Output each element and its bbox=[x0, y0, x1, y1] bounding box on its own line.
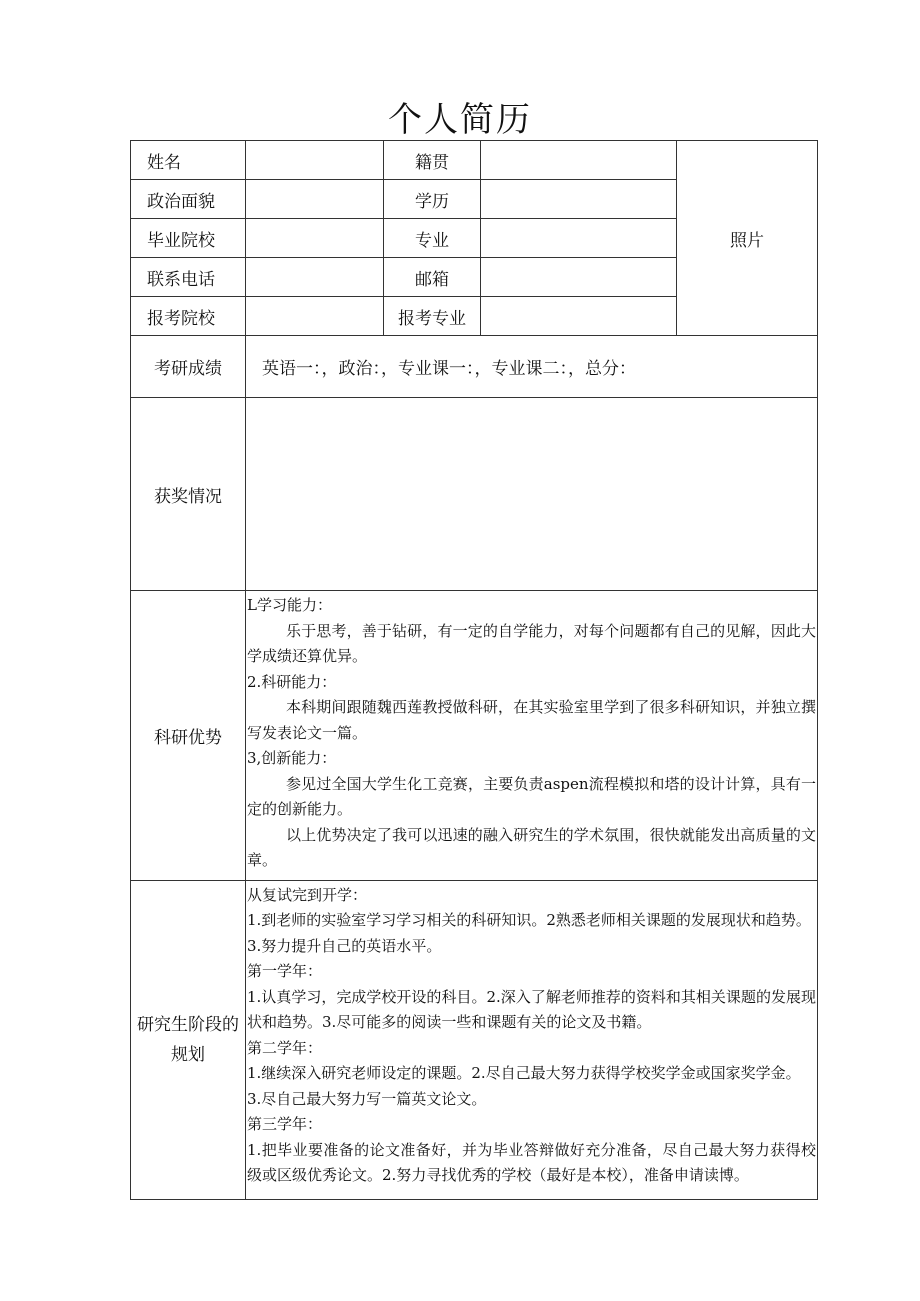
plan-item-2a: 1.继续深入研究老师设定的课题。2.尽自己最大努力获得学校奖学金或国家奖学金。 bbox=[247, 1064, 801, 1082]
awards-value[interactable] bbox=[246, 398, 818, 591]
target-school-value[interactable] bbox=[246, 297, 384, 336]
photo-box[interactable] bbox=[677, 141, 818, 336]
name-label: 姓名 bbox=[131, 141, 246, 180]
awards-label: 获奖情况 bbox=[131, 398, 246, 591]
phone-label: 联系电话 bbox=[131, 258, 246, 297]
research-text-1: 乐于思考，善于钻研，有一定的自学能力，对每个问题都有自己的见解，因此大学成绩还算优异。 bbox=[247, 621, 816, 665]
resume-table bbox=[130, 140, 818, 1200]
plan-content bbox=[246, 880, 818, 1199]
email-label: 邮箱 bbox=[384, 258, 481, 297]
graduated-school-label: 毕业院校 bbox=[131, 219, 246, 258]
target-major-label: 报考专业 bbox=[384, 297, 481, 336]
scores-value[interactable]: 英语一：，政治：，专业课一：，专业课二：，总分： bbox=[246, 336, 818, 398]
research-content bbox=[246, 591, 818, 881]
plan-item-0a: 1.到老师的实验室学习学习相关的科研知识。2熟悉老师相关课题的发展现状和趋势。 bbox=[247, 911, 811, 929]
plan-item-2b: 3.尽自己最大努力写一篇英文论文。 bbox=[247, 1089, 487, 1108]
research-text-2: 本科期间跟随魏西莲教授做科研，在其实验室里学到了很多科研知识，并独立撰写发表论文一篇。 bbox=[247, 698, 816, 742]
research-label: 科研优势 bbox=[131, 591, 246, 881]
row-awards bbox=[131, 398, 818, 591]
research-heading-1: L学习能力： bbox=[247, 596, 332, 614]
row-research bbox=[131, 591, 818, 881]
plan-item-0b: 3.努力提升自己的英语水平。 bbox=[247, 936, 442, 955]
plan-heading-3: 第三学年： bbox=[247, 1115, 323, 1133]
graduated-school-value[interactable] bbox=[246, 219, 384, 258]
major-value[interactable] bbox=[481, 219, 677, 258]
plan-heading-2: 第二学年： bbox=[247, 1038, 323, 1057]
name-value[interactable] bbox=[246, 141, 384, 180]
education-value[interactable] bbox=[481, 180, 677, 219]
plan-label-line2: 规划 bbox=[171, 1044, 205, 1065]
photo-label: 照片 bbox=[730, 230, 764, 251]
plan-label bbox=[131, 880, 246, 1199]
plan-heading-1: 第一学年： bbox=[247, 962, 323, 980]
page-title: 个人简历 bbox=[388, 100, 532, 140]
major-label: 专业 bbox=[384, 219, 481, 258]
plan-label-line1: 研究生阶段的 bbox=[137, 1014, 239, 1035]
research-heading-3: 3,创新能力： bbox=[247, 749, 337, 767]
research-summary: 以上优势决定了我可以迅速的融入研究生的学术氛围，很快就能发出高质量的文章。 bbox=[247, 825, 816, 869]
native-place-value[interactable] bbox=[481, 141, 677, 180]
scores-label: 考研成绩 bbox=[131, 336, 246, 398]
phone-value[interactable] bbox=[246, 258, 384, 297]
political-status-label: 政治面貌 bbox=[131, 180, 246, 219]
row-scores bbox=[131, 336, 818, 398]
target-school-label: 报考院校 bbox=[131, 297, 246, 336]
political-status-value[interactable] bbox=[246, 180, 384, 219]
plan-item-3: 1.把毕业要准备的论文准备好，并为毕业答辩做好充分准备，尽自己最大努力获得校级或区级优秀论文。2.努力寻找优秀的学校（最好是本校），准备申请读博。 bbox=[247, 1140, 816, 1184]
education-label: 学历 bbox=[384, 180, 481, 219]
research-text-3: 参见过全国大学生化工竞赛，主要负责aspen流程模拟和塔的设计计算，具有一定的创新能力。 bbox=[247, 774, 816, 818]
plan-heading-0: 从复试完到开学： bbox=[247, 885, 368, 904]
native-place-label: 籍贯 bbox=[384, 141, 481, 180]
plan-item-1: 1.认真学习，完成学校开设的科目。2.深入了解老师推荐的资料和其相关课题的发展现状和趋势。3.尽可能多的阅读一些和课题有关的论文及书籍。 bbox=[247, 987, 816, 1031]
email-value[interactable] bbox=[481, 258, 677, 297]
row-plan bbox=[131, 880, 818, 1199]
target-major-value[interactable] bbox=[481, 297, 677, 336]
row-name bbox=[131, 141, 818, 180]
research-heading-2: 2.科研能力： bbox=[247, 672, 337, 691]
